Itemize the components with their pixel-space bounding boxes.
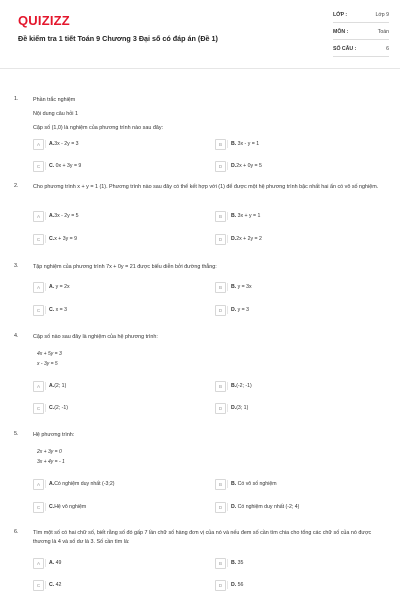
option-separator [45, 306, 46, 314]
option-text: Có nghiệm duy nhất (-2; 4) [236, 504, 300, 510]
option-separator [45, 503, 46, 511]
option-separator [45, 581, 46, 589]
option-key: C. [49, 582, 55, 588]
question-number: 1. [14, 96, 19, 102]
option-a[interactable] [33, 479, 203, 490]
option-text: Hệ vô nghiệm [54, 504, 87, 510]
option-key: D. [231, 504, 237, 510]
option-letter: D [215, 161, 226, 172]
option-key: A. [49, 560, 55, 566]
question-number: 2. [14, 183, 19, 189]
meta-row-subject [333, 27, 389, 40]
option-letter: D [215, 305, 226, 316]
option-letter: B [215, 381, 226, 392]
option-d[interactable] [215, 161, 385, 172]
option-text: (2; -1) [54, 405, 69, 411]
option-separator [227, 235, 228, 243]
option-key: D. [231, 236, 237, 242]
option-letter: A [33, 282, 44, 293]
question-text: Hệ phương trình: [33, 432, 75, 438]
question-text: Cặp số nào sau đây là nghiệm của hệ phương trình: [33, 334, 158, 340]
option-separator [227, 283, 228, 291]
question-subheading: Nội dung câu hỏi 1 [33, 111, 78, 117]
option-separator [227, 581, 228, 589]
option-key: B. [231, 141, 237, 147]
option-separator [227, 212, 228, 220]
option-text: x + 3y = 9 [54, 236, 77, 242]
option-letter: A [33, 211, 44, 222]
option-text: x = 3 [54, 307, 68, 313]
option-letter: D [215, 580, 226, 591]
option-key: D. [231, 582, 237, 588]
option-separator [45, 283, 46, 291]
option-key: B. [231, 383, 237, 389]
question-number: 5. [14, 431, 19, 437]
option-key: C. [49, 405, 55, 411]
option-key: C. [49, 504, 55, 510]
option-d[interactable] [215, 502, 385, 513]
meta-info [333, 10, 389, 61]
option-d[interactable] [215, 580, 385, 591]
option-separator [227, 404, 228, 412]
option-text: y = 3x [236, 284, 252, 290]
question-text: Cho phương trình x + y = 1 (1). Phương trình nào sau đây có thể kết hợp với (1) để được một hệ phương trình bậc nhất hai ẩn có vô số nghiệm. [33, 184, 379, 190]
option-b[interactable] [215, 558, 385, 569]
option-c[interactable] [33, 161, 203, 172]
option-letter: C [33, 580, 44, 591]
option-b[interactable] [215, 479, 385, 490]
option-letter: C [33, 502, 44, 513]
option-b[interactable] [215, 282, 385, 293]
option-text: 3x - 2y = 3 [54, 141, 79, 147]
option-text: Có nghiệm duy nhất (-3;2) [54, 481, 115, 487]
option-key: C. [49, 307, 55, 313]
section-heading: Phần trắc nghiệm [33, 97, 76, 103]
option-text: 2x + 0y = 5 [236, 163, 262, 169]
option-a[interactable] [33, 139, 203, 150]
option-key: D. [231, 163, 237, 169]
option-separator [227, 140, 228, 148]
option-letter: B [215, 211, 226, 222]
meta-value: Toán [377, 29, 389, 35]
option-text: 42 [54, 582, 62, 588]
meta-label: SỐ CÂU : [333, 46, 357, 52]
option-d[interactable] [215, 234, 385, 245]
option-text: 35 [236, 560, 244, 566]
equation-line-1: 2x + 3y = 0 [37, 449, 62, 455]
option-key: B. [231, 560, 237, 566]
option-separator [227, 480, 228, 488]
option-key: D. [231, 405, 237, 411]
option-letter: B [215, 282, 226, 293]
option-text: 56 [236, 582, 244, 588]
question-text: Cặp số (1,0) là nghiệm của phương trình nào sau đây: [33, 125, 164, 131]
option-letter: C [33, 305, 44, 316]
meta-row-count [333, 44, 389, 57]
option-separator [45, 162, 46, 170]
option-d[interactable] [215, 305, 385, 316]
option-c[interactable] [33, 305, 203, 316]
option-separator [227, 382, 228, 390]
option-separator [45, 404, 46, 412]
option-b[interactable] [215, 139, 385, 150]
option-b[interactable] [215, 381, 385, 392]
option-key: A. [49, 213, 55, 219]
option-separator [227, 306, 228, 314]
header-divider [0, 68, 400, 69]
option-separator [45, 480, 46, 488]
option-c[interactable] [33, 502, 203, 513]
option-text: 3x + y = 1 [236, 213, 261, 219]
meta-label: LỚP : [333, 12, 348, 18]
option-text: (3; 1) [236, 405, 249, 411]
option-letter: B [215, 558, 226, 569]
option-separator [45, 140, 46, 148]
meta-row-class [333, 10, 389, 23]
option-text: (2; 1) [54, 383, 67, 389]
option-separator [45, 235, 46, 243]
option-key: C. [49, 163, 55, 169]
option-text: 2x + 2y = 2 [236, 236, 262, 242]
option-key: C. [49, 236, 55, 242]
option-text: Có vô số nghiệm [236, 481, 277, 487]
option-c[interactable] [33, 403, 203, 414]
meta-label: MÔN : [333, 29, 349, 35]
option-letter: A [33, 558, 44, 569]
page-header [0, 0, 400, 66]
option-text: 49 [54, 560, 62, 566]
option-separator [45, 382, 46, 390]
option-separator [227, 162, 228, 170]
option-letter: A [33, 139, 44, 150]
option-c[interactable] [33, 234, 203, 245]
option-key: D. [231, 307, 237, 313]
option-key: B. [231, 481, 237, 487]
option-separator [227, 503, 228, 511]
option-key: A. [49, 481, 55, 487]
option-letter: D [215, 502, 226, 513]
meta-value: Lớp 9 [375, 12, 389, 18]
option-key: A. [49, 383, 55, 389]
option-letter: D [215, 234, 226, 245]
option-key: A. [49, 141, 55, 147]
option-c[interactable] [33, 580, 203, 591]
option-text: (-2; -1) [236, 383, 252, 389]
option-letter: C [33, 234, 44, 245]
option-a[interactable] [33, 211, 203, 222]
option-letter: B [215, 479, 226, 490]
option-key: B. [231, 213, 237, 219]
quizizz-logo: QUIZIZZ [18, 13, 70, 28]
equation-line-1: 4x + 5y = 3 [37, 351, 62, 357]
equation-line-2: 3x + 4y = - 1 [37, 459, 65, 465]
option-separator [45, 559, 46, 567]
question-text: Tập nghiệm của phương trình 7x + 0y = 21 được biểu diễn bởi đường thẳng: [33, 264, 217, 270]
option-b[interactable] [215, 211, 385, 222]
option-letter: D [215, 403, 226, 414]
equation-line-2: x - 3y = 5 [37, 361, 58, 367]
option-a[interactable] [33, 558, 203, 569]
option-text: 3x - 2y = 5 [54, 213, 79, 219]
option-separator [45, 212, 46, 220]
question-number: 6. [14, 529, 19, 535]
option-text: 0x + 3y = 9 [54, 163, 82, 169]
option-letter: B [215, 139, 226, 150]
meta-value: 6 [386, 46, 389, 52]
option-text: y = 3 [236, 307, 250, 313]
option-letter: C [33, 403, 44, 414]
document-title: Đề kiểm tra 1 tiết Toán 9 Chương 3 Đại số có đáp án (Đề 1) [18, 34, 218, 43]
option-key: B. [231, 284, 237, 290]
option-letter: A [33, 479, 44, 490]
question-number: 4. [14, 333, 19, 339]
option-letter: C [33, 161, 44, 172]
question-text: Tìm một số có hai chữ số, biết rằng số đó gấp 7 lần chữ số hàng đơn vị của nó và nếu đem số cần tìm chia cho tổng các chữ số của nó được thương là 4 và số dư là 3. Số cần tìm là: [33, 530, 372, 545]
option-key: A. [49, 284, 55, 290]
option-separator [227, 559, 228, 567]
option-letter: A [33, 381, 44, 392]
option-a[interactable] [33, 282, 203, 293]
option-d[interactable] [215, 403, 385, 414]
question-number: 3. [14, 263, 19, 269]
option-text: 3x - y = 1 [236, 141, 260, 147]
option-a[interactable] [33, 381, 203, 392]
option-text: y = 2x [54, 284, 70, 290]
